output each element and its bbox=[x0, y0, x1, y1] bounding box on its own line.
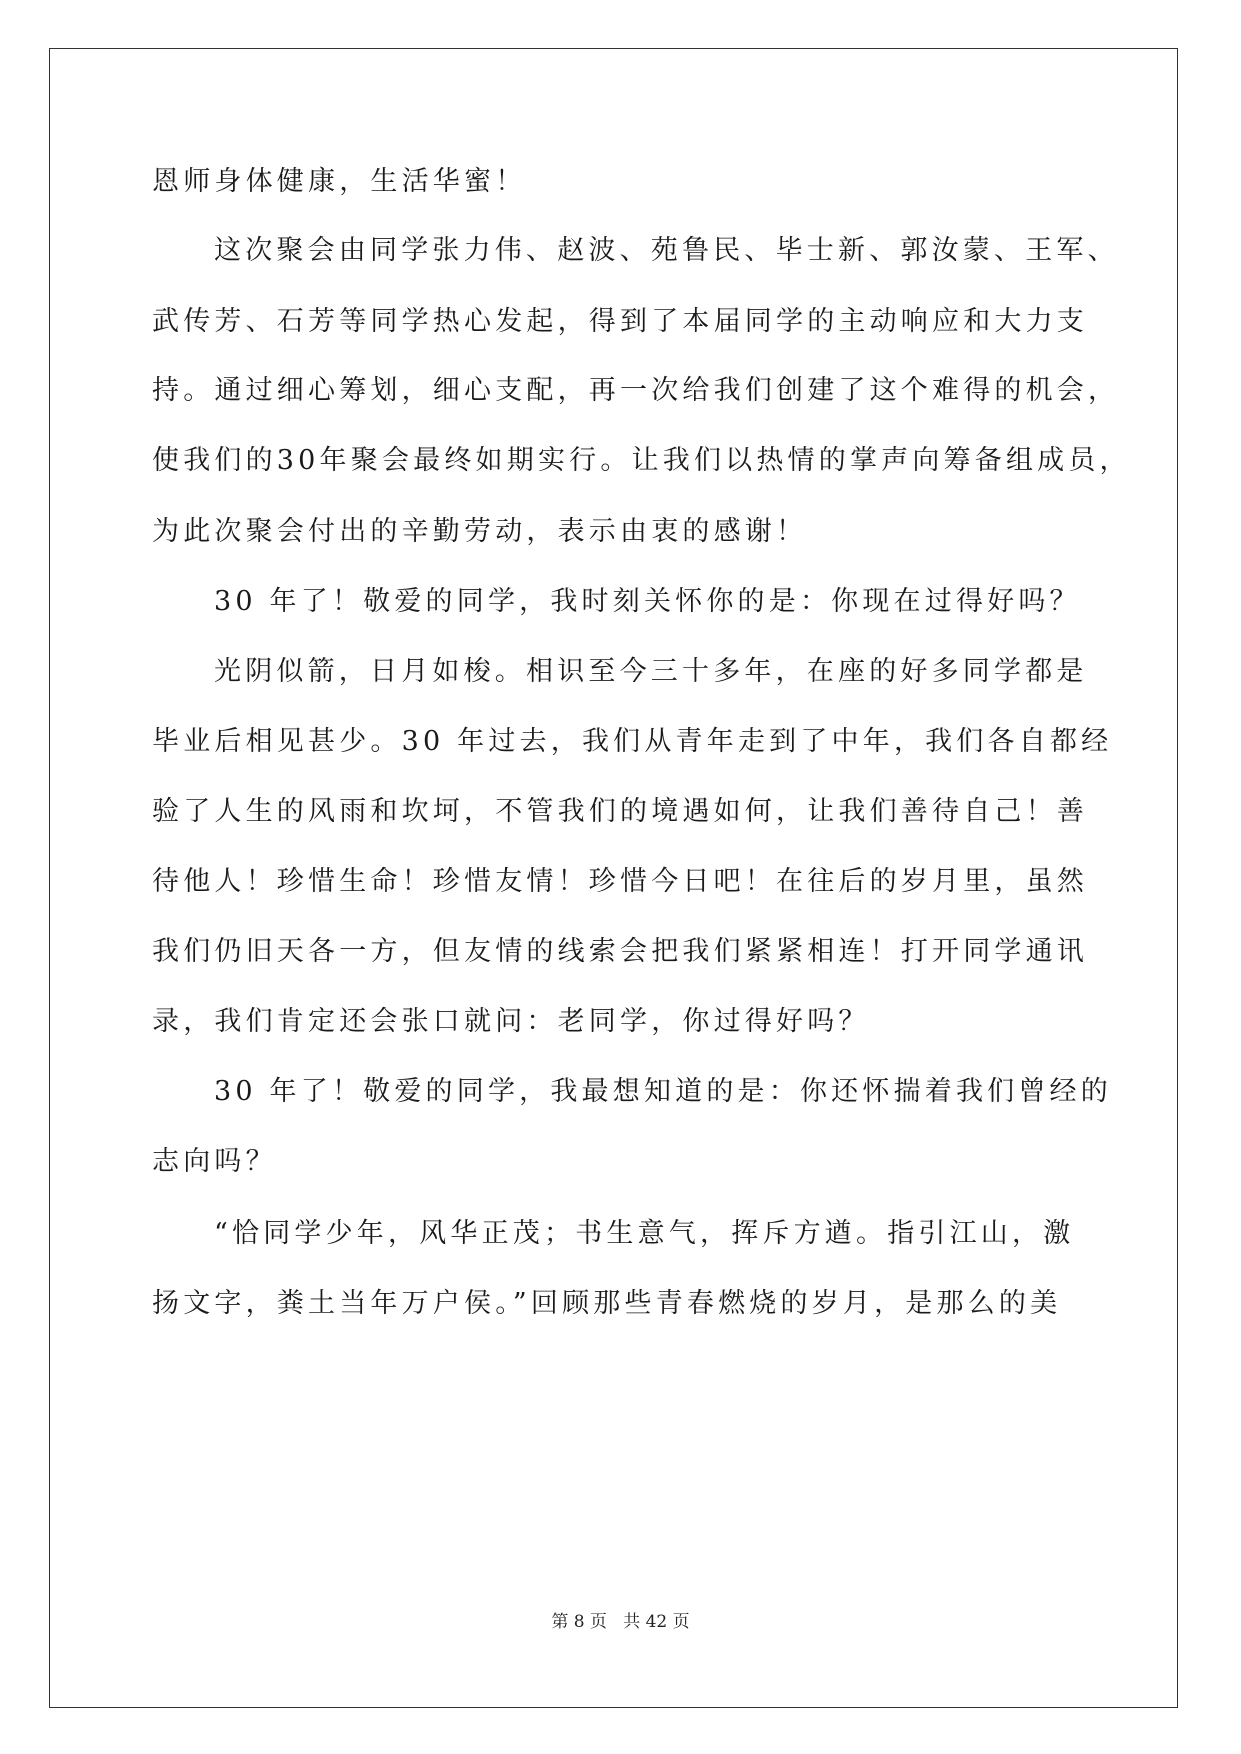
text-line: 我们仍旧天各一方，但友情的线索会把我们紧紧相连！打开同学通讯 bbox=[152, 936, 1088, 967]
text-line: 使我们的30年聚会最终如期实行。让我们以热情的掌声向筹备组成员， bbox=[152, 445, 1131, 476]
page-footer bbox=[0, 1610, 1241, 1634]
text-line: 30 年了！敬爱的同学，我时刻关怀你的是：你现在过得好吗？ bbox=[214, 586, 1081, 617]
text-line: 毕业后相见甚少。30 年过去，我们从青年走到了中年，我们各自都经 bbox=[152, 726, 1113, 757]
page-number: 第 8 页 bbox=[551, 1612, 607, 1632]
text-line: 武传芳、石芳等同学热心发起，得到了本届同学的主动响应和大力支 bbox=[152, 306, 1088, 337]
text-line: 为此次聚会付出的辛勤劳动，表示由衷的感谢！ bbox=[152, 516, 808, 547]
text-line: 志向吗？ bbox=[152, 1146, 277, 1177]
text-line: “恰同学少年，风华正茂；书生意气，挥斥方遒。指引江山，激 bbox=[214, 1218, 1075, 1249]
text-line: 这次聚会由同学张力伟、赵波、苑鲁民、毕士新、郭汝蒙、王军、 bbox=[214, 235, 1119, 266]
text-line: 验了人生的风雨和坎坷，不管我们的境遇如何，让我们善待自己！善 bbox=[152, 796, 1088, 827]
text-line: 恩师身体健康，生活华蜜！ bbox=[152, 166, 527, 197]
text-line: 持。通过细心筹划，细心支配，再一次给我们创建了这个难得的机会， bbox=[152, 375, 1120, 406]
text-line: 扬文字，粪土当年万户侯。”回顾那些青春燃烧的岁月，是那么的美 bbox=[152, 1288, 1062, 1319]
text-line: 光阴似箭，日月如梭。相识至今三十多年，在座的好多同学都是 bbox=[214, 656, 1088, 687]
text-line: 30 年了！敬爱的同学，我最想知道的是：你还怀揣着我们曾经的 bbox=[214, 1076, 1112, 1107]
text-line: 待他人！珍惜生命！珍惜友情！珍惜今日吧！在往后的岁月里，虽然 bbox=[152, 866, 1088, 897]
text-line: 录，我们肯定还会张口就问：老同学，你过得好吗？ bbox=[152, 1006, 870, 1037]
page-total: 共 42 页 bbox=[623, 1612, 690, 1632]
